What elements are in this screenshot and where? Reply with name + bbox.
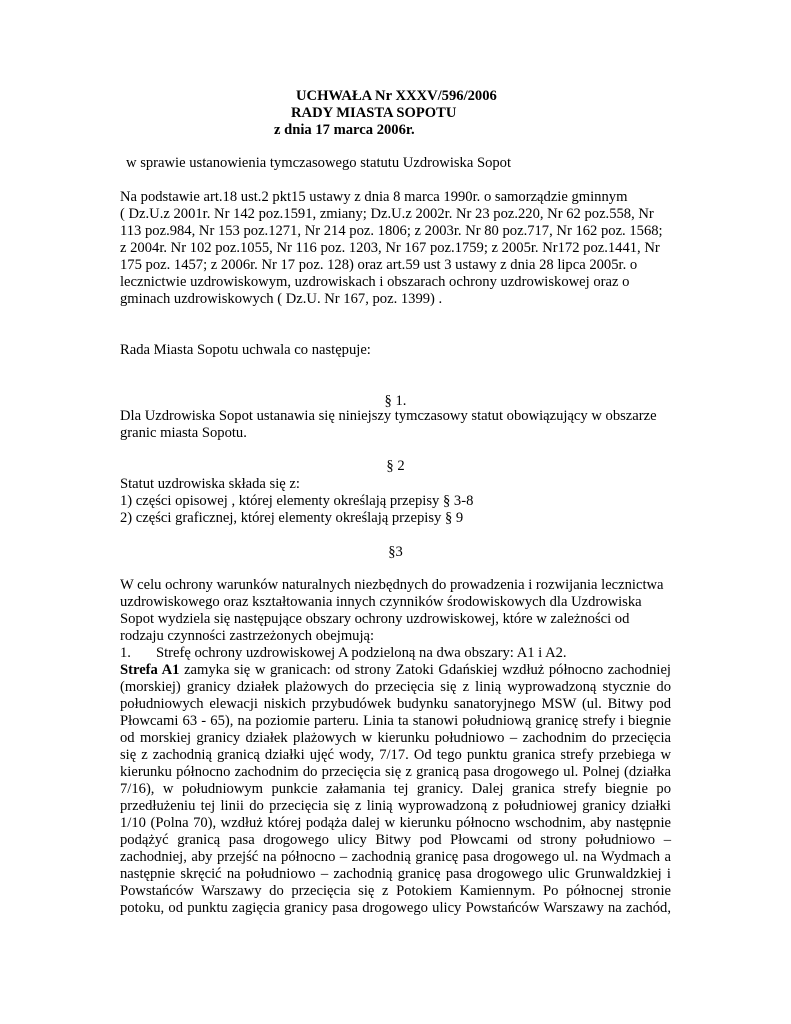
strefa-a1-label: Strefa A1 xyxy=(120,662,180,678)
strefa-a1-line: 7/16), w południowym punkcie załamania tej granicy. Dalej granica strefy biegnie po xyxy=(120,781,671,797)
strefa-a1-line: przedłużeniu tej linii do przecięcia się z linią wyprowadzoną z południowej granicy działki xyxy=(120,798,671,814)
strefa-a1-line: Płowcami 63 - 65), na poziomie parteru. Linia ta stanowi południową granicę strefy i biegnie xyxy=(120,713,671,729)
list-item-text: Strefę ochrony uzdrowiskowej A podzieloną na dwa obszary: A1 i A2. xyxy=(156,645,567,661)
section-1-mark: § 1. xyxy=(384,393,407,409)
section-2-line: Statut uzdrowiska składa się z: xyxy=(120,476,300,492)
section-2-line: 2) części graficznej, której elementy określają przepisy § 9 xyxy=(120,510,464,526)
section-2-line: 1) części opisowej , której elementy określają przepisy § 3-8 xyxy=(120,493,474,509)
section-3-intro-line: Sopot wydziela się następujące obszary ochrony uzdrowiskowej, które w zależności od xyxy=(120,611,630,627)
council-name: RADY MIASTA SOPOTU xyxy=(291,105,457,121)
strefa-a1-line: podążyć granicą pasa drogowego ulicy Bitwy pod Płowcami od strony południowo – xyxy=(120,832,671,848)
basis-line: ( Dz.U.z 2001r. Nr 142 poz.1591, zmiany; Dz.U.z 2002r. Nr 23 poz.220, Nr 62 poz.558, Nr xyxy=(120,206,654,222)
basis-line: 113 poz.984, Nr 153 poz.1271, Nr 214 poz. 1806; z 2003r. Nr 80 poz.717, Nr 162 poz. 1568; xyxy=(120,223,663,239)
strefa-a1-line: kierunku północno zachodnim do przecięcia się z granicą pasa drogowego ul. Polnej (działka xyxy=(120,764,671,780)
resolves-statement: Rada Miasta Sopotu uchwala co następuje: xyxy=(120,342,371,358)
resolution-title: UCHWAŁA Nr XXXV/596/2006 xyxy=(296,88,497,104)
list-item-number: 1. xyxy=(120,645,131,661)
resolution-subject: w sprawie ustanowienia tymczasowego statutu Uzdrowiska Sopot xyxy=(126,155,512,171)
resolution-date: z dnia 17 marca 2006r. xyxy=(274,122,415,138)
section-2-mark: § 2 xyxy=(386,458,405,474)
strefa-a1-line: potoku, od punktu zagięcia granicy pasa drogowego ulicy Powstańców Warszawy na zachód, xyxy=(120,900,671,916)
section-1-line: granic miasta Sopotu. xyxy=(120,425,247,441)
strefa-a1-line: (morskiej) granicy działek plażowych do przecięcia się z linią wyprowadzoną stycznie do xyxy=(120,679,671,695)
section-3-mark: §3 xyxy=(388,544,403,560)
strefa-a1-line: zachodniej, aby przejść na północno – zachodnią granicę pasa drogowego ul. na Wydmach a xyxy=(120,849,671,865)
strefa-a1-line: Powstańców Warszawy do przecięcia się z Potokiem Kamiennym. Po północnej stronie xyxy=(120,883,671,899)
section-3-intro-line: uzdrowiskowego oraz kształtowania innych czynników środowiskowych dla Uzdrowiska xyxy=(120,594,642,610)
section-3-intro-line: rodzaju czynności zastrzeżonych obejmują: xyxy=(120,628,375,644)
strefa-a1-line: się z zachodnią granicą działki ujęć wody, 7/17. Od tego punktu granica strefy przebiega w xyxy=(120,747,671,763)
basis-line: Na podstawie art.18 ust.2 pkt15 ustawy z dnia 8 marca 1990r. o samorządzie gminnym xyxy=(120,189,628,205)
strefa-a1-line: 1/10 (Polna 70), wzdłuż której podąża dalej w kierunku północno wschodnim, aby następnie xyxy=(120,815,671,831)
strefa-a1-first-text: zamyka się w granicach: od strony Zatoki Gdańskiej wzdłuż północno zachodniej xyxy=(179,662,671,678)
strefa-a1-line: następnie skręcić na południowo – zachodnią granicę pasa drogowego ulic Grunwaldzkiej i xyxy=(120,866,671,882)
strefa-a1-line: południowych elewacji niskich przybudówek budynku sanatoryjnego MSW (ul. Bitwy pod xyxy=(120,696,671,712)
section-3-intro-line: W celu ochrony warunków naturalnych niezbędnych do prowadzenia i rozwijania lecznictwa xyxy=(120,577,664,593)
basis-line: 175 poz. 1457; z 2006r. Nr 17 poz. 128) oraz art.59 ust 3 ustawy z dnia 28 lipca 2005r. o xyxy=(120,257,638,273)
section-1-line: Dla Uzdrowiska Sopot ustanawia się niniejszy tymczasowy statut obowiązujący w obszarze xyxy=(120,408,657,424)
basis-line: z 2004r. Nr 102 poz.1055, Nr 116 poz. 1203, Nr 167 poz.1759; z 2005r. Nr172 poz.1441, Nr xyxy=(120,240,660,256)
strefa-a1-first-line xyxy=(120,662,671,679)
strefa-a1-line: od morskiej granicy działek plażowych w kierunku południowo – zachodnim do przecięcia xyxy=(120,730,671,746)
basis-line: gminach uzdrowiskowych ( Dz.U. Nr 167, poz. 1399) . xyxy=(120,291,443,307)
basis-line: lecznictwie uzdrowiskowym, uzdrowiskach i obszarach ochrony uzdrowiskowej oraz o xyxy=(120,274,630,290)
